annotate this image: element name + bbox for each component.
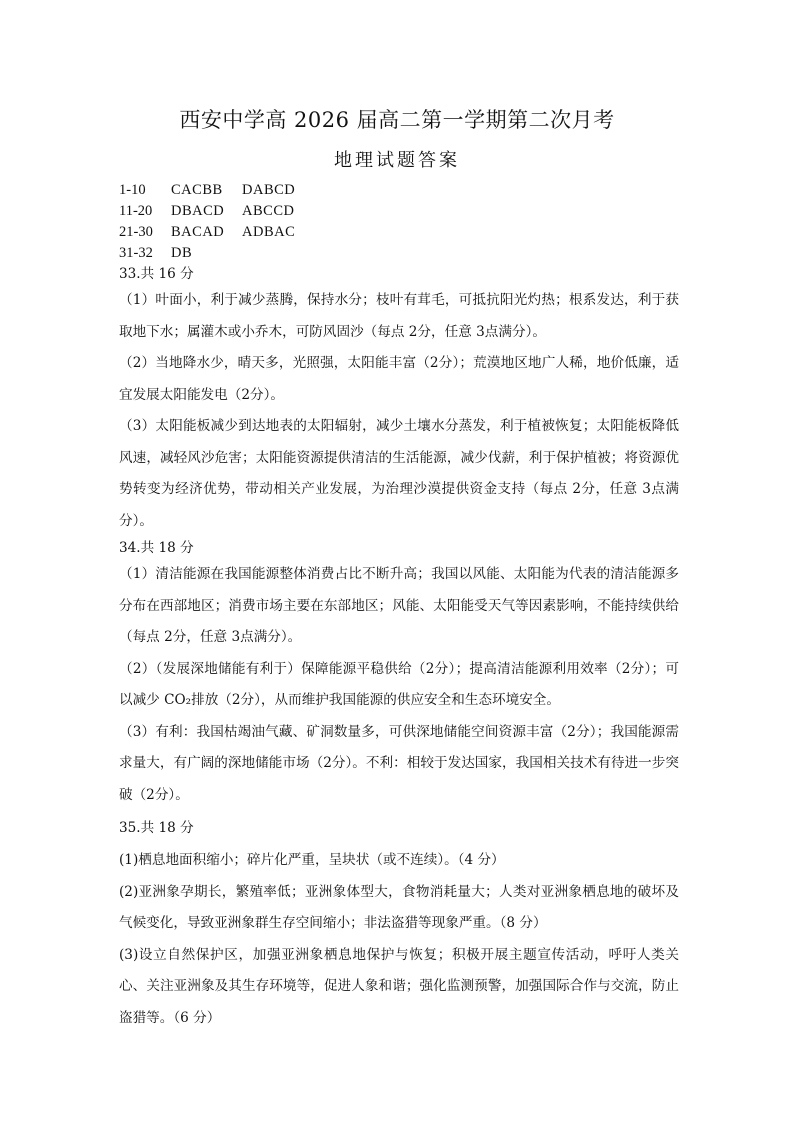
answer-paragraph: （2）当地降水少，晴天多，光照强，太阳能丰富（2分）；荒漠地区地广人稀，地价低廉，适宜发展太阳能发电（2分）。 bbox=[119, 355, 679, 403]
mc-answers-b: ADBAC bbox=[242, 224, 296, 240]
answer-paragraph: (3)设立自然保护区，加强亚洲象栖息地保护与恢复；积极开展主题宣传活动，呼吁人类关心、关注亚洲象及其生存环境等，促进人象和谐；强化监测预警，加强国际合作与交流，防止盗猎等。（6 分） bbox=[119, 946, 679, 1026]
answer-paragraph: (1)栖息地面积缩小；碎片化严重，呈块状（或不连续）。（4 分） bbox=[119, 852, 505, 868]
question-heading: 35.共 18 分 bbox=[119, 820, 194, 836]
page-subtitle: 地理试题答案 bbox=[334, 150, 460, 171]
answer-paragraph: (2)亚洲象孕期长，繁殖率低；亚洲象体型大，食物消耗量大；人类对亚洲象栖息地的破坏及气候变化，导致亚洲象群生存空间缩小；非法盗猎等现象严重。（8 分） bbox=[119, 883, 679, 931]
open-answers bbox=[119, 263, 679, 1034]
answer-paragraph: （1）清洁能源在我国能源整体消费占比不断升高；我国以风能、太阳能为代表的清洁能源多分布在西部地区；消费市场主要在东部地区；风能、太阳能受天气等因素影响，不能持续供给（每点 2分，任意 3点满分）。 bbox=[119, 566, 679, 645]
multiple-choice-answers bbox=[119, 180, 295, 264]
mc-range: 21-30 bbox=[119, 224, 153, 240]
mc-answers-a: DB bbox=[171, 245, 193, 261]
answer-paragraph: （3）有利：我国枯竭油气藏、矿洞数量多，可供深地储能空间资源丰富（2分）；我国能源需求量大，有广阔的深地储能市场（2分）。不利：相较于发达国家，我国相关技术有待进一步突破（2分）。 bbox=[119, 723, 679, 803]
question-heading: 33.共 16 分 bbox=[119, 266, 194, 282]
answer-paragraph: （3）太阳能板减少到达地表的太阳辐射，减少土壤水分蒸发，利于植被恢复；太阳能板降低风速，减轻风沙危害；太阳能资源提供清洁的生活能源，减少伐薪，利于保护植被；将资源优势转变为经济优势，带动相关产业发展，为治理沙漠提供资金支持（每点 2分，任意 3点满分）。 bbox=[119, 418, 679, 529]
page-title: 西安中学高 2026 届高二第一学期第二次月考 bbox=[179, 108, 615, 132]
question-block-33 bbox=[119, 263, 679, 537]
mc-row bbox=[119, 222, 295, 243]
mc-answers-a: BACAD bbox=[171, 224, 225, 240]
mc-answers-b: ABCCD bbox=[242, 203, 295, 219]
mc-range: 11-20 bbox=[119, 203, 153, 219]
question-block-34 bbox=[119, 537, 679, 811]
mc-row bbox=[119, 180, 295, 201]
mc-row bbox=[119, 201, 295, 222]
mc-row bbox=[119, 243, 295, 264]
mc-range: 1-10 bbox=[119, 182, 146, 198]
answer-paragraph: （1）叶面小，利于减少蒸腾，保持水分；枝叶有茸毛，可抵抗阳光灼热；根系发达，利于获取地下水；属灌木或小乔木，可防风固沙（每点 2分，任意 3点满分）。 bbox=[119, 292, 679, 340]
mc-answers-a: CACBB bbox=[171, 182, 223, 198]
mc-answers-b: DABCD bbox=[242, 182, 296, 198]
question-block-35 bbox=[119, 817, 679, 1034]
mc-range: 31-32 bbox=[119, 245, 153, 261]
question-heading: 34.共 18 分 bbox=[119, 540, 194, 556]
mc-answers-a: DBACD bbox=[171, 203, 225, 219]
answer-paragraph: （2）（发展深地储能有利于）保障能源平稳供给（2分）；提高清洁能源利用效率（2分）；可以减少 CO₂排放（2分），从而维护我国能源的供应安全和生态环境安全。 bbox=[119, 660, 679, 708]
